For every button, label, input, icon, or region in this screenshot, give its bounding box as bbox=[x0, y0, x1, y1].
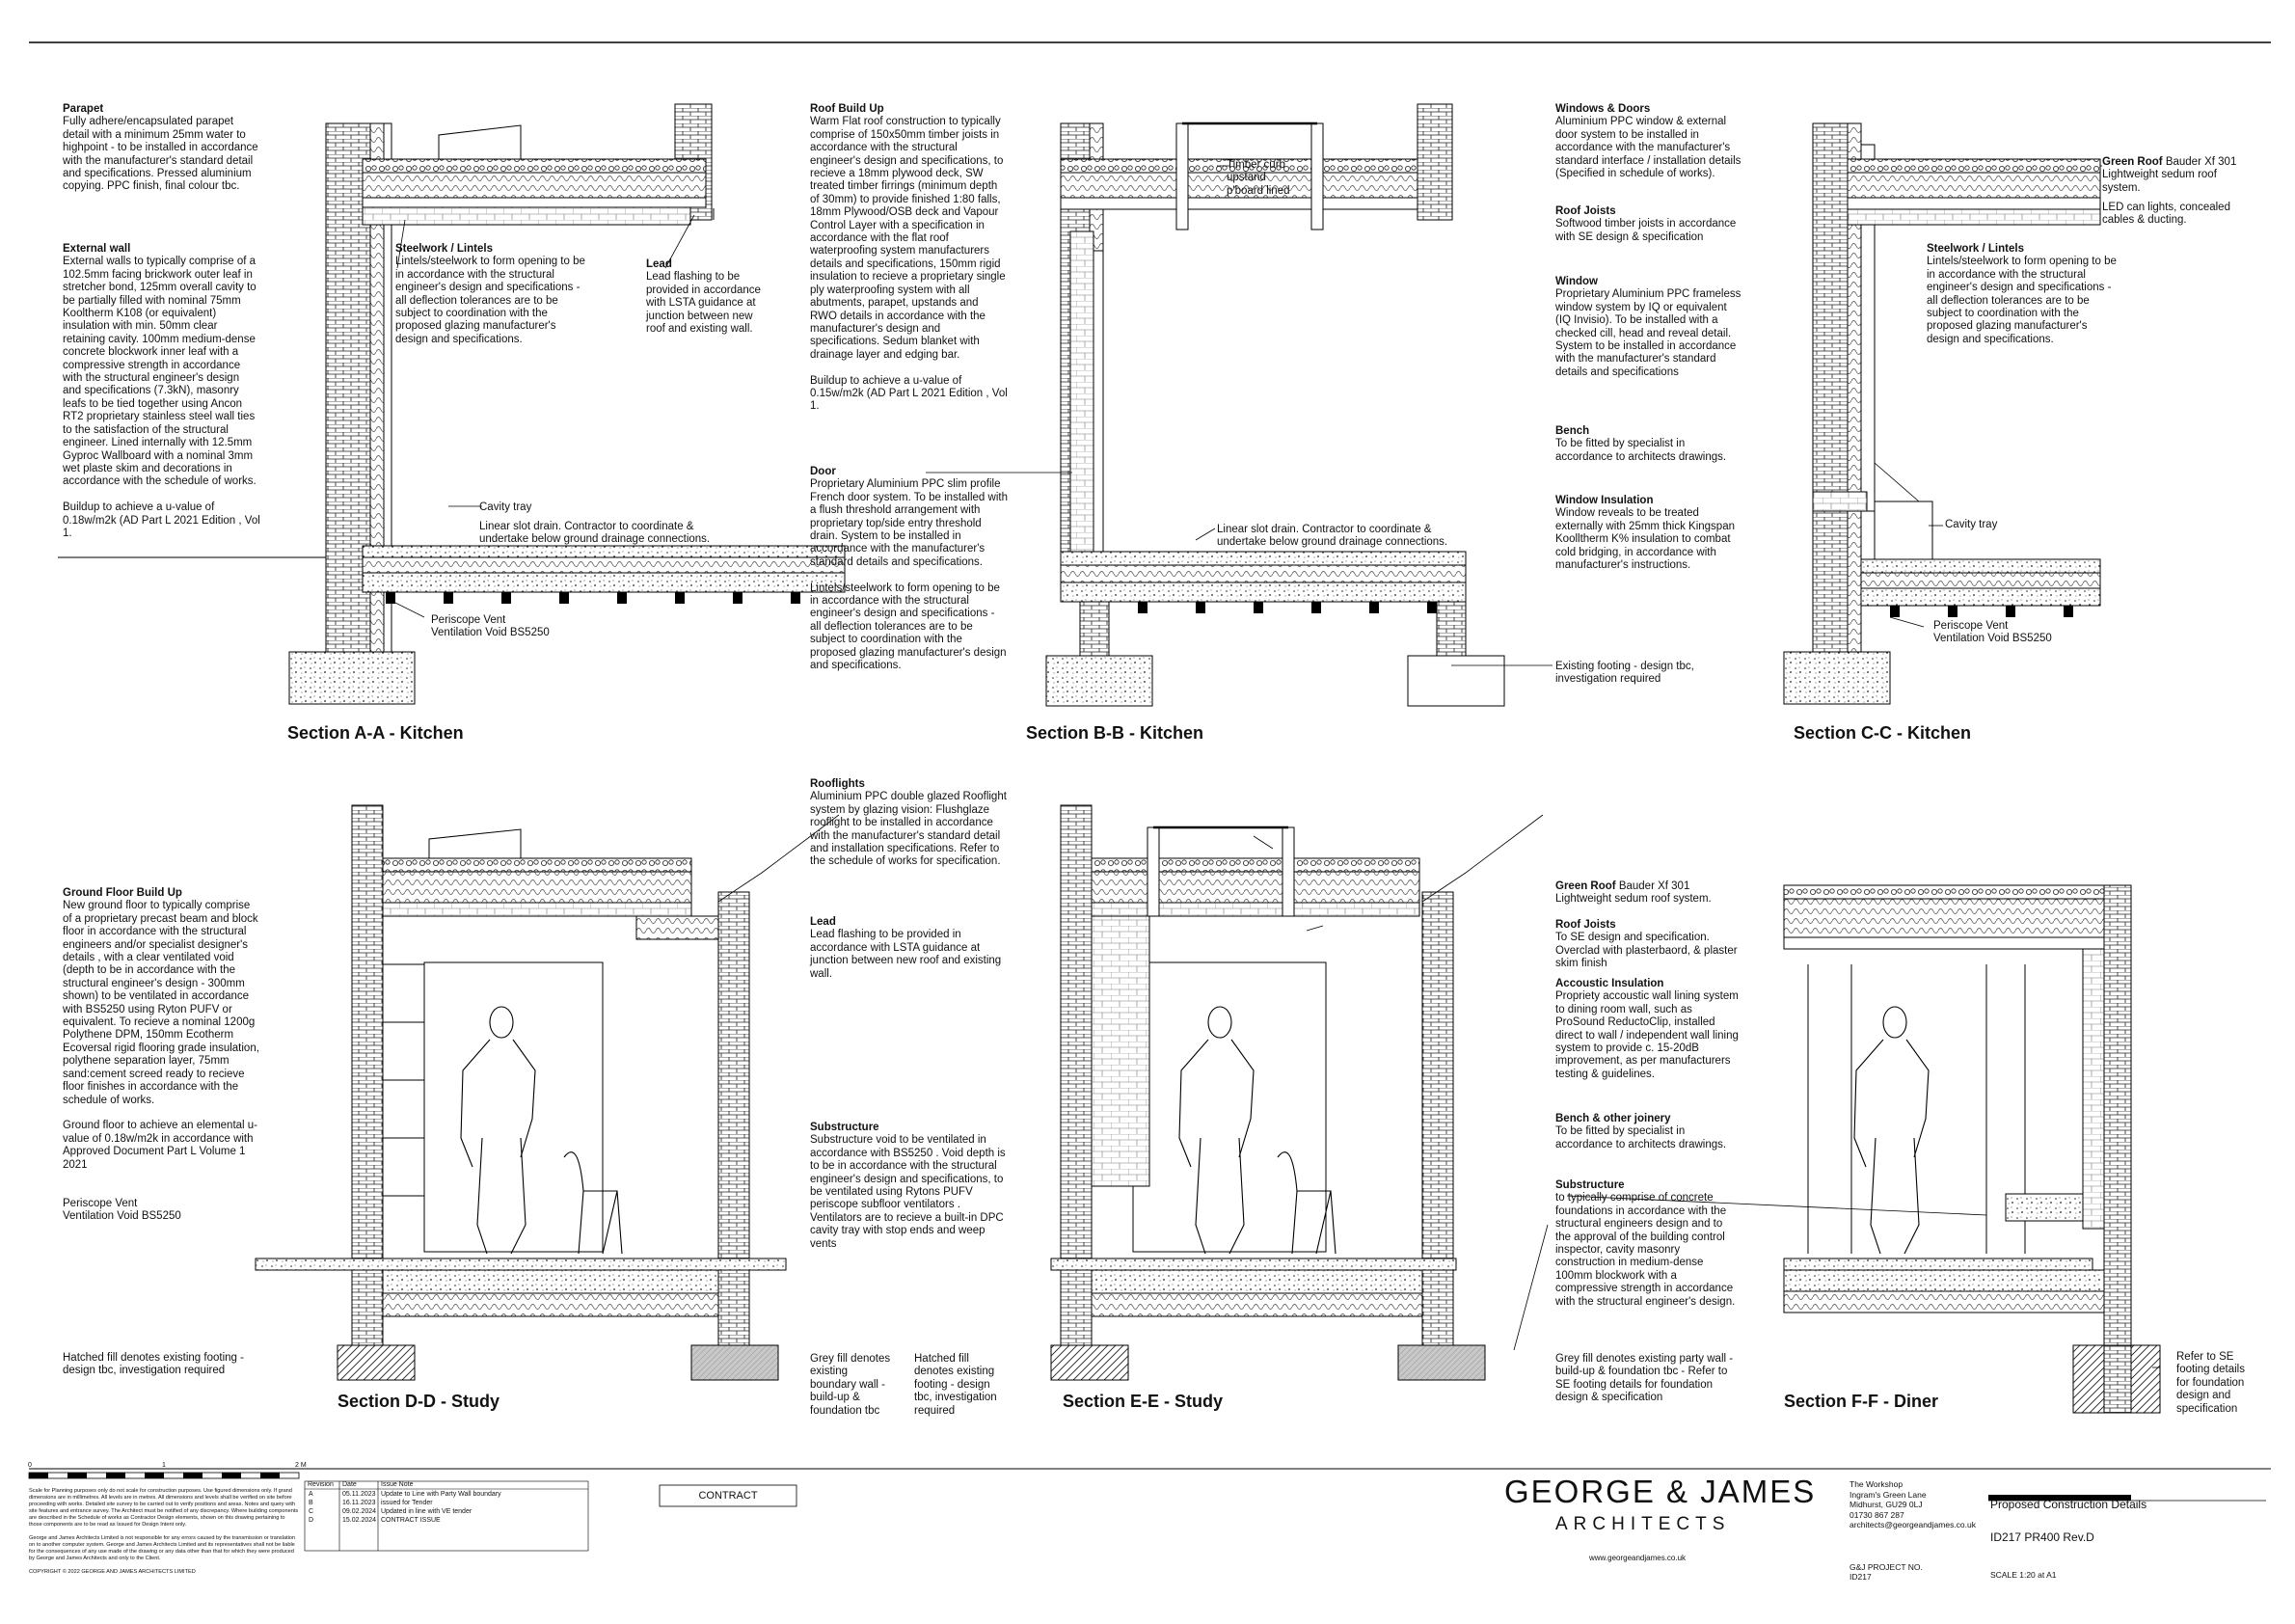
note-accoustic bbox=[1555, 978, 1739, 1081]
note-green-roof-2 bbox=[1555, 880, 1739, 907]
note-body: Softwood timber joists in accordance with SE design & specification bbox=[1555, 218, 1737, 243]
drawing-number: ID217 PR400 Rev.D bbox=[1990, 1530, 2094, 1544]
note-body: Aluminium PPC double glazed Rooflight system by glazing vision: Flushglaze rooflight to be installed in accordance with the manufacturer's standard detail and installation specifications. Refer to the schedule of works for specification. bbox=[810, 791, 1007, 868]
note-heading-suffix: Bauder Xf 301 bbox=[1615, 880, 1690, 892]
revision-cell: C bbox=[309, 1508, 314, 1515]
note-body: To be fitted by specialist in accordance to architects drawings. bbox=[1555, 1125, 1727, 1150]
section-title-cc: Section C-C - Kitchen bbox=[1794, 723, 1972, 743]
callout-existing-footing-b: Existing footing - design tbc, investigation required bbox=[1555, 661, 1694, 686]
revision-cell: 09.02.2024 bbox=[342, 1508, 377, 1515]
note-body: Lead flashing to be provided in accordance with LSTA guidance at junction between new roof and existing wall. bbox=[646, 271, 761, 336]
note-body: Fully adhere/encapsulated parapet detail with a minimum 25mm water to highpoint - to be installed in accordance with the manufacturer's standard detail and specifications. Pressed aluminium copying. PPC finish, final colour tbc. bbox=[63, 116, 258, 193]
note-body: Hatched fill denotes existing footing - design tbc, investigation required bbox=[914, 1353, 997, 1417]
note-body: Lintels/steelwork to form opening to be in accordance with the structural engineer's design and specifications - all deflection tolerances are to be subject to coordination with the proposed glazing manufacturer's design and specifications. bbox=[1927, 256, 2117, 345]
revision-cell: A bbox=[309, 1491, 313, 1498]
note-external-wall bbox=[63, 243, 260, 540]
section-title-aa: Section A-A - Kitchen bbox=[287, 723, 464, 743]
section-ee-drawing bbox=[1051, 805, 1543, 1380]
drawing-title: Proposed Construction Details bbox=[1990, 1498, 2147, 1511]
revision-cell: issued for Tender bbox=[381, 1500, 433, 1506]
note-heading: Window Insulation bbox=[1555, 495, 1654, 506]
note-body: to typically comprise of concrete foundations in accordance with the structural engineers design and to the approval of the building control inspector, cavity masonry construction in medium-dense 100mm blockwork with a compressive strength in accordance with the structural engineer's design. bbox=[1555, 1192, 1736, 1308]
section-title-ff: Section F-F - Diner bbox=[1784, 1392, 1939, 1411]
revision-cell: 16.11.2023 bbox=[342, 1500, 376, 1506]
note-body: External walls to typically comprise of a 102.5mm facing brickwork outer leaf in stretcher bond, 125mm overall cavity to be partially filled with nominal 75mm Kooltherm K108 (or equivalent) insulation with min. 50mm clear retaining cavity. 100mm medium-dense concrete blockwork inner leaf with a compressive strength in accordance with the structural engineer's design and specifications (7.3kN), masonry leafs to be tied together using Ancon RT2 proprietary stainless steel wall ties to the satisfaction of the structural engineer. Lined internally with 12.5mm Gyproc Wallboard with a nominal 3mm wet plaste skim and decorations in accordance with the schedule of works. Buildup to achieve a u-value of 0.18w/m2k (AD Part L 2021 Edition , Vol 1. bbox=[63, 256, 260, 539]
note-window-insulation bbox=[1555, 495, 1743, 572]
callout-slot-drain-b: Linear slot drain. Contractor to coordinate & undertake below ground drainage connections. bbox=[1217, 524, 1448, 549]
note-roof-joists-2 bbox=[1555, 919, 1739, 971]
note-body: Warm Flat roof construction to typically comprise of 150x50mm timber joists in accordance with the structural engineer's design and specifications, to recieve a 18mm plywood deck, SW treated timber firrings (minimum depth of 30mm) to provide finished 1:80 falls, 18mm Plywood/OSB deck and Vapour Control Layer with a specification in accordance with the flat roof waterproofing system manufacturers details and specifications, 150mm rigid insulation to recieve a proprietary single ply waterproofing system with all abutments, parapet, upstands and RWO details in accordance with the manufacturer's design and specifications. Sedum blanket with drainage layer and edging bar. Buildup to achieve a u-value of 0.15w/m2k (AD Part L 2021 Edition , Vol 1. bbox=[810, 116, 1008, 413]
note-heading: Bench bbox=[1555, 425, 1590, 437]
revision-cell: Updated in line with VE tender bbox=[381, 1508, 472, 1515]
note-body: New ground floor to typically comprise of a proprietary precast beam and block floor in accordance with the structural engineers and/or specialist designer's details , with a clear ventilated void (depth to be in accordance with the structural engineer's design - 300mm shown) to be ventilated in accordance with BS5250 using Ryton PUFV or equivalent. To recieve a nominal 1200g Polythene DPM, 150mm Ecotherm Ecoversal rigid flooring grade insulation, polythene separation layer, 75mm sand:cement screed ready to recieve floor finishes in accordance with the schedule of works. Ground floor to achieve an elemental u-value of 0.18w/m2k in accordance with Approved Document Part L Volume 1 2021 Periscope Vent Ventilation Void BS5250 bbox=[63, 900, 259, 1223]
scale-bar-label: 1 bbox=[162, 1462, 166, 1469]
note-body: Lead flashing to be provided in accordance with LSTA guidance at junction between new roof and existing wall. bbox=[810, 929, 1002, 980]
note-windows-doors bbox=[1555, 103, 1743, 180]
callout-periscope-a: Periscope Vent Ventilation Void BS5250 bbox=[431, 614, 550, 639]
note-heading: Bench & other joinery bbox=[1555, 1113, 1671, 1124]
section-title-dd: Section D-D - Study bbox=[338, 1392, 500, 1411]
callout-green-roof-c bbox=[2102, 156, 2266, 195]
note-heading: Steelwork / Lintels bbox=[395, 243, 493, 255]
note-heading: Window bbox=[1555, 276, 1598, 287]
note-lead-2 bbox=[810, 916, 1008, 981]
scale-bar bbox=[29, 1473, 299, 1478]
callout-cavity-tray-c: Cavity tray bbox=[1945, 519, 1998, 530]
callout-cavity-tray-a: Cavity tray bbox=[479, 501, 532, 513]
revision-cell: Update to Line with Party Wall boundary bbox=[381, 1491, 501, 1498]
project-no-label: G&J PROJECT NO. bbox=[1850, 1562, 1923, 1572]
note-heading: Roof Joists bbox=[1555, 205, 1616, 217]
revision-cell: CONTRACT ISSUE bbox=[381, 1517, 441, 1524]
office-address: The Workshop Ingram's Green Lane Midhurst, GU29 0LJ 01730 867 287 architects@georgeandjames.co.uk bbox=[1850, 1479, 1977, 1529]
note-heading: Green Roof bbox=[2102, 156, 2163, 168]
callout-led-c: LED can lights, concealed cables & ducting. bbox=[2102, 202, 2230, 227]
note-heading: Door bbox=[810, 466, 836, 477]
disclaimer-text: Scale for Planning purposes only do not scale for construction purposes. Use figured dimensions only. If grand dimensions are in millimetres. All levels are in metres. All dimensions and levels shall be verified on site before proceeding with works. Detailed site survey to be carried out to verify positions and areas. Notes and query with site features and entrance survey. The Architect must be notified of any discrepancy. Where building components are described in the Schedule of works as Contractor Design elements, shown on this drawing pertaining to those components are to be read as Issued for Design Intent only. George and James Architects Limited is not responsible for any errors caused by the transmission or translation on to another computer system. George and James Architects Limited and its representatives shall not be liable for the consequences of any use made of the drawing or any data other than that for which they were produced by George and James Architects and only to the Client. COPYRIGHT © 2022 GEORGE AND JAMES ARCHITECTS LIMITED bbox=[29, 1488, 299, 1575]
status-badge: CONTRACT bbox=[698, 1490, 758, 1502]
note-heading: Green Roof bbox=[1555, 880, 1616, 892]
note-heading: Accoustic Insulation bbox=[1555, 978, 1664, 989]
note-heading: Steelwork / Lintels bbox=[1927, 243, 2024, 255]
scale-bar-label: 0 bbox=[28, 1462, 32, 1469]
note-hatched-fill-ee bbox=[914, 1353, 1006, 1418]
note-heading: Ground Floor Build Up bbox=[63, 887, 182, 899]
note-heading: Rooflights bbox=[810, 778, 865, 790]
note-bench-1 bbox=[1555, 425, 1743, 464]
section-dd-drawing bbox=[256, 805, 839, 1380]
note-heading: Lead bbox=[646, 258, 672, 270]
note-grey-fill-boundary bbox=[810, 1353, 897, 1418]
note-body: Grey fill denotes existing boundary wall - build-up & foundation tbc bbox=[810, 1353, 891, 1417]
note-heading: Parapet bbox=[63, 103, 104, 115]
revision-cell: 05.11.2023 bbox=[342, 1491, 376, 1498]
revision-header: Date bbox=[342, 1481, 357, 1488]
callout-lead-a bbox=[646, 258, 771, 336]
note-body: Aluminium PPC window & external door system to be installed in accordance with the manufacturer's standard interface / installation details (Specified in schedule of works). bbox=[1555, 116, 1742, 180]
note-heading: External wall bbox=[63, 243, 131, 255]
note-body: Proprietary Aluminium PPC frameless window system by IQ or equivalent (IQ Invisio). To be installed with a checked cill, head and reveal detail. System to be installed in accordance with the manufacturer's standard details and specifications bbox=[1555, 288, 1742, 378]
logo-main: GEORGE & JAMES bbox=[1504, 1474, 1817, 1509]
note-door bbox=[810, 466, 1008, 673]
section-title-bb: Section B-B - Kitchen bbox=[1026, 723, 1204, 743]
note-hatched-fill-dd bbox=[63, 1352, 260, 1378]
note-window bbox=[1555, 276, 1743, 379]
note-body: Lintels/steelwork to form opening to be in accordance with the structural engineer's design and specifications - all deflection tolerances are to be subject to coordination with the proposed glazing manufacturer's design and specifications. bbox=[395, 256, 585, 345]
note-body: Substructure void to be ventilated in accordance with BS5250 . Void depth is to be in accordance with the structural engineer's design and specifications, to be ventilated using Rytons PUFV periscope subfloor ventilators . Ventilators are to recieve a built-in DPC cavity tray with stop ends and weep vents bbox=[810, 1134, 1006, 1250]
logo-sub: ARCHITECTS bbox=[1555, 1514, 1731, 1534]
callout-periscope-c: Periscope Vent Ventilation Void BS5250 bbox=[1933, 620, 2052, 645]
note-body: Lightweight sedum roof system. bbox=[1555, 893, 1712, 906]
revision-cell: 15.02.2024 bbox=[342, 1517, 377, 1524]
callout-slot-drain-a: Linear slot drain. Contractor to coordinate & undertake below ground drainage connections. bbox=[479, 521, 711, 546]
note-body: Proprietary Aluminium PPC slim profile French door system. To be installed with a flush threshold arrangement with proprietary top/side entry threshold drain. System to be installed in accordance with the manufacturer's standard details and specifications. Lintels/steelwork to form opening to be in accordance with the structural engineer's design and specifications - all deflection tolerances are to be subject to coordination with the proposed glazing manufacturer's design and specifications. bbox=[810, 478, 1008, 672]
note-heading: Substructure bbox=[810, 1122, 879, 1133]
note-heading: Roof Joists bbox=[1555, 919, 1616, 931]
project-no: ID217 bbox=[1850, 1572, 1872, 1582]
revision-header: Revision bbox=[308, 1481, 334, 1488]
note-parapet bbox=[63, 103, 260, 194]
note-rooflights bbox=[810, 778, 1008, 869]
note-body: To SE design and specification. Overclad with plasterbaord, & plaster skim finish bbox=[1555, 932, 1738, 970]
drawing-scale: SCALE 1:20 at A1 bbox=[1990, 1570, 2057, 1580]
revision-cell: B bbox=[309, 1500, 313, 1506]
revision-header: Issue Note bbox=[381, 1481, 414, 1488]
note-heading: Windows & Doors bbox=[1555, 103, 1651, 115]
note-heading-suffix: Bauder Xf 301 bbox=[2162, 156, 2237, 168]
callout-refer-se-f: Refer to SE footing details for foundation design and specification bbox=[2176, 1351, 2245, 1415]
note-body: Grey fill denotes existing party wall - build-up & foundation tbc - Refer to SE footing details for foundation design & specification bbox=[1555, 1353, 1734, 1404]
callout-steelwork-a bbox=[395, 243, 588, 346]
note-body: Propriety accoustic wall lining system to dining room wall, such as ProSound ReductoClip, installed direct to wall / independent wall lining system to provide c. 15-20dB improvement, as per manufacturers testing & guidelines. bbox=[1555, 990, 1739, 1080]
note-heading: Roof Build Up bbox=[810, 103, 884, 115]
website-link[interactable]: www.georgeandjames.co.uk bbox=[1589, 1554, 1687, 1562]
note-heading: Lead bbox=[810, 916, 836, 928]
note-body: Lightweight sedum roof system. bbox=[2102, 169, 2217, 194]
revision-cell: D bbox=[309, 1517, 314, 1524]
note-roof-build-up bbox=[810, 103, 1008, 414]
callout-timber-curb: Timber curb upstand p'board lined bbox=[1227, 159, 1290, 197]
callout-steelwork-c bbox=[1927, 243, 2120, 346]
note-bench-2 bbox=[1555, 1113, 1739, 1151]
note-body: To be fitted by specialist in accordance to architects drawings. bbox=[1555, 438, 1727, 463]
note-roof-joists-1 bbox=[1555, 205, 1743, 244]
section-title-ee: Section E-E - Study bbox=[1063, 1392, 1224, 1411]
scale-bar-label: 2 M bbox=[295, 1462, 307, 1469]
note-substructure-2 bbox=[1555, 1179, 1739, 1309]
note-ground-floor bbox=[63, 887, 260, 1224]
note-grey-fill-party bbox=[1555, 1353, 1739, 1405]
note-heading: Substructure bbox=[1555, 1179, 1625, 1191]
note-body: Window reveals to be treated externally with 25mm thick Kingspan Koolltherm K% insulation to combat cold bridging, in accordance with manufacturer's instructions. bbox=[1555, 507, 1735, 572]
note-body: Hatched fill denotes existing footing - design tbc, investigation required bbox=[63, 1352, 244, 1377]
note-substructure-1 bbox=[810, 1122, 1008, 1251]
section-cc-drawing bbox=[1784, 123, 2102, 704]
